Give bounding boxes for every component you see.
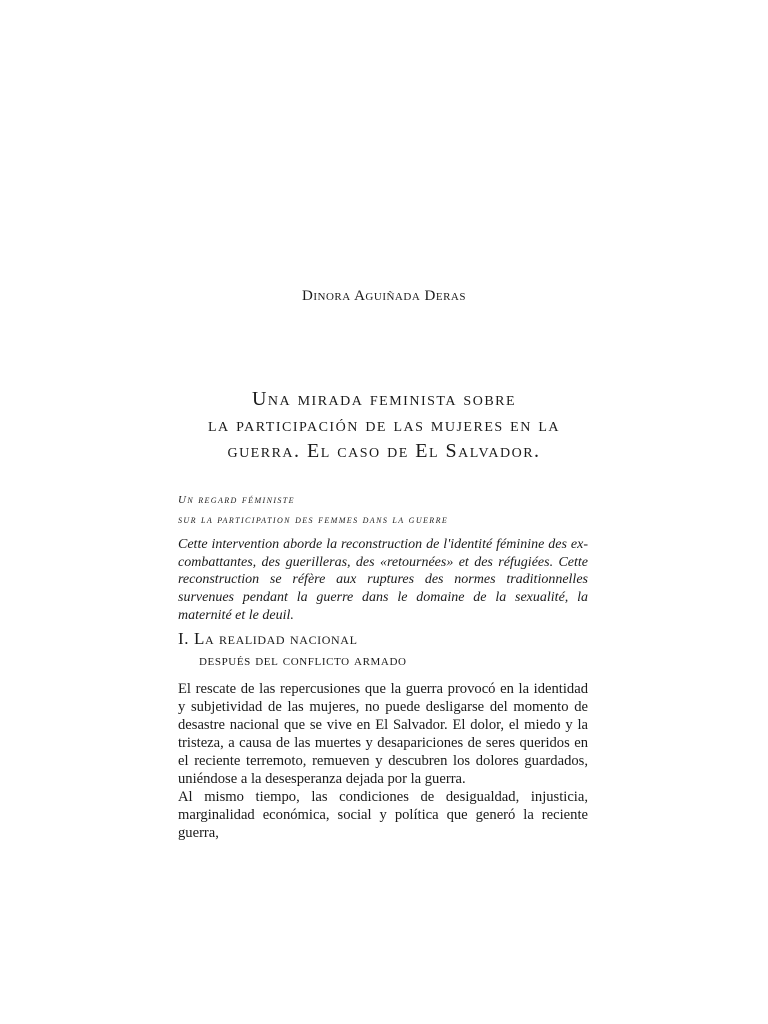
- subtitle-line-1: Un regard féministe: [178, 494, 295, 506]
- body-paragraph: El rescate de las repercusiones que la guerra provocó en la identidad y subjetividad de las mujeres, no puede desligarse del momento de desastre nacional que se vive en El Salvador. El dolor, el miedo y la tristeza, a causa de las muertes y desapariciones de seres queridos en el reciente terremoto, remueven y descubren los dolores guardados, uniéndose a la desesperanza dejada por la guerra.: [178, 681, 588, 787]
- french-subtitle: [178, 490, 598, 530]
- french-abstract: Cette intervention aborde la reconstruction de l'identité féminine des ex-combattantes, des guerilleras, des «retournées» et des réfugiées. Cette reconstruction se réfère aux ruptures des normes traditionnelles survenues pendant la guerre dans le domaine de la sexualité, la maternité et le deuil.: [178, 537, 588, 623]
- section-heading: [178, 628, 598, 672]
- section-heading-line-2: después del conflicto armado: [199, 653, 407, 669]
- title-line-2: la participación de las mujeres en la: [208, 414, 560, 436]
- body-paragraph: Al mismo tiempo, las condiciones de desigualdad, injusticia, marginalidad económica, social y política que generó la reciente guerra,: [178, 789, 588, 841]
- title-line-3: guerra. El caso de El Salvador.: [227, 440, 541, 462]
- subtitle-line-2: sur la participation des femmes dans la guerre: [178, 514, 449, 526]
- article-title: [150, 386, 618, 464]
- author-name: Dinora Aguiñada Deras: [302, 288, 466, 304]
- section-heading-line-1: I. La realidad nacional: [178, 629, 358, 648]
- title-line-1: Una mirada feminista sobre: [251, 388, 517, 410]
